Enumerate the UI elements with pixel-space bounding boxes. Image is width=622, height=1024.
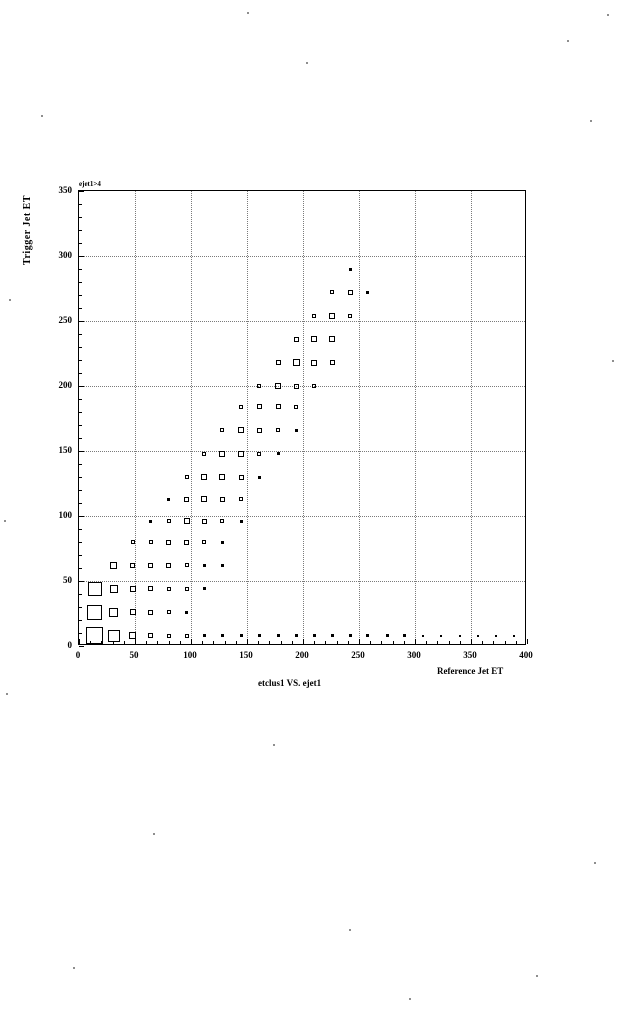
scatter-box bbox=[440, 635, 442, 637]
x-tick bbox=[191, 639, 192, 644]
x-tick bbox=[157, 641, 158, 644]
x-tick-label: 150 bbox=[239, 650, 253, 660]
y-tick bbox=[79, 607, 82, 608]
x-tick bbox=[426, 641, 427, 644]
scatter-box bbox=[257, 384, 261, 388]
x-tick bbox=[258, 641, 259, 644]
scatter-box bbox=[386, 634, 389, 637]
scatter-box bbox=[240, 520, 243, 523]
scatter-box bbox=[366, 291, 369, 294]
x-tick bbox=[505, 641, 506, 644]
scan-speck bbox=[153, 833, 155, 835]
scan-speck bbox=[273, 744, 275, 746]
y-tick-label: 200 bbox=[58, 380, 72, 390]
x-tick-label: 0 bbox=[75, 650, 81, 660]
scatter-box bbox=[166, 540, 171, 545]
scatter-box bbox=[148, 633, 153, 638]
scatter-box bbox=[201, 496, 207, 502]
scatter-box bbox=[477, 635, 479, 637]
scatter-box bbox=[130, 563, 135, 568]
scatter-box bbox=[201, 474, 207, 480]
y-tick bbox=[79, 373, 82, 374]
y-tick bbox=[79, 646, 84, 647]
scatter-box bbox=[149, 540, 153, 544]
gridline-vertical bbox=[191, 191, 193, 644]
scatter-box bbox=[185, 611, 188, 614]
scatter-box bbox=[349, 268, 352, 271]
y-tick bbox=[79, 425, 82, 426]
y-tick bbox=[79, 620, 82, 621]
scatter-box bbox=[349, 634, 352, 637]
scatter-box bbox=[294, 384, 299, 389]
x-tick-label: 400 bbox=[519, 650, 533, 660]
scatter-box bbox=[203, 564, 206, 567]
x-tick bbox=[325, 641, 326, 644]
scatter-box bbox=[131, 540, 135, 544]
x-tick bbox=[404, 641, 405, 644]
x-tick bbox=[437, 641, 438, 644]
y-tick bbox=[79, 269, 82, 270]
gridline-vertical bbox=[471, 191, 473, 644]
scatter-box bbox=[109, 608, 118, 617]
x-tick bbox=[493, 641, 494, 644]
y-tick bbox=[79, 321, 84, 322]
scatter-box bbox=[184, 518, 190, 524]
scatter-box bbox=[295, 634, 298, 637]
scatter-box bbox=[330, 360, 335, 365]
y-tick-label: 100 bbox=[58, 510, 72, 520]
scan-speck bbox=[567, 40, 569, 42]
scatter-box bbox=[167, 610, 171, 614]
y-tick bbox=[79, 256, 84, 257]
scatter-box bbox=[277, 634, 280, 637]
scatter-box bbox=[185, 587, 189, 591]
y-tick bbox=[79, 477, 82, 478]
scatter-box bbox=[219, 451, 225, 457]
scatter-box bbox=[276, 360, 281, 365]
scatter-box bbox=[295, 429, 298, 432]
y-tick bbox=[79, 282, 82, 283]
x-tick-label: 100 bbox=[183, 650, 197, 660]
x-tick bbox=[348, 641, 349, 644]
y-tick bbox=[79, 464, 82, 465]
scatter-box bbox=[294, 337, 299, 342]
scatter-box bbox=[167, 498, 170, 501]
scatter-box bbox=[257, 428, 262, 433]
y-tick bbox=[79, 347, 82, 348]
scatter-box bbox=[110, 585, 118, 593]
scatter-box bbox=[148, 563, 153, 568]
y-tick bbox=[79, 243, 82, 244]
x-tick bbox=[370, 641, 371, 644]
x-tick-label: 350 bbox=[463, 650, 477, 660]
y-tick-label: 0 bbox=[67, 640, 72, 650]
scatter-box bbox=[239, 475, 244, 480]
scan-speck bbox=[6, 693, 8, 695]
scatter-box bbox=[495, 635, 497, 637]
gridline-horizontal bbox=[79, 321, 525, 323]
scatter-box bbox=[348, 314, 352, 318]
x-tick bbox=[146, 641, 147, 644]
scan-speck bbox=[4, 520, 6, 522]
scatter-box bbox=[220, 519, 224, 523]
scatter-box bbox=[366, 634, 369, 637]
y-tick bbox=[79, 386, 84, 387]
x-tick-label: 200 bbox=[295, 650, 309, 660]
scatter-box bbox=[313, 634, 316, 637]
gridline-vertical bbox=[359, 191, 361, 644]
scan-speck bbox=[536, 975, 538, 977]
y-tick bbox=[79, 412, 82, 413]
scatter-box bbox=[331, 634, 334, 637]
scatter-box bbox=[330, 290, 334, 294]
scatter-box bbox=[130, 609, 136, 615]
scatter-box bbox=[203, 634, 206, 637]
scatter-box bbox=[238, 427, 244, 433]
y-tick bbox=[79, 555, 82, 556]
scatter-box bbox=[167, 587, 171, 591]
scatter-box bbox=[86, 627, 103, 644]
y-tick bbox=[79, 633, 82, 634]
x-tick bbox=[281, 641, 282, 644]
scan-speck bbox=[41, 115, 43, 117]
x-tick-label: 250 bbox=[351, 650, 365, 660]
y-tick bbox=[79, 568, 82, 569]
gridline-horizontal bbox=[79, 516, 525, 518]
x-tick bbox=[337, 641, 338, 644]
gridline-horizontal bbox=[79, 451, 525, 453]
scan-speck bbox=[306, 62, 308, 64]
y-tick bbox=[79, 594, 82, 595]
scatter-box bbox=[257, 452, 261, 456]
scatter-box bbox=[184, 497, 189, 502]
gridline-vertical bbox=[415, 191, 417, 644]
scatter-box bbox=[130, 586, 136, 592]
scatter-box bbox=[220, 497, 225, 502]
y-tick bbox=[79, 295, 82, 296]
scatter-box bbox=[221, 541, 224, 544]
scatter-box bbox=[219, 474, 225, 480]
scatter-box bbox=[167, 519, 171, 523]
y-tick bbox=[79, 191, 84, 192]
x-tick bbox=[381, 641, 382, 644]
scatter-box bbox=[422, 635, 424, 637]
scatter-box bbox=[221, 634, 224, 637]
y-tick bbox=[79, 581, 84, 582]
y-tick-label: 250 bbox=[58, 315, 72, 325]
y-tick-label: 150 bbox=[58, 445, 72, 455]
gridline-horizontal bbox=[79, 581, 525, 583]
x-tick bbox=[79, 639, 80, 644]
plot-tag: ejet1>4 bbox=[79, 180, 101, 188]
scatter-box bbox=[149, 520, 152, 523]
gridline-vertical bbox=[247, 191, 249, 644]
y-tick bbox=[79, 490, 82, 491]
x-tick-label: 50 bbox=[129, 650, 139, 660]
y-tick bbox=[79, 542, 82, 543]
scatter-box bbox=[329, 313, 335, 319]
x-tick bbox=[135, 639, 136, 644]
x-axis-title: Reference Jet ET bbox=[437, 666, 504, 676]
scatter-box bbox=[348, 290, 353, 295]
scatter-box bbox=[276, 404, 281, 409]
y-tick bbox=[79, 360, 82, 361]
scan-speck bbox=[349, 929, 351, 931]
scatter-box bbox=[166, 563, 171, 568]
y-tick bbox=[79, 438, 82, 439]
gridline-horizontal bbox=[79, 386, 525, 388]
x-tick bbox=[247, 639, 248, 644]
x-tick bbox=[292, 641, 293, 644]
scatter-box bbox=[294, 405, 298, 409]
scan-speck bbox=[9, 299, 11, 301]
scatter-box bbox=[238, 451, 244, 457]
scatter-box bbox=[293, 359, 300, 366]
y-tick bbox=[79, 334, 82, 335]
scan-speck bbox=[73, 967, 75, 969]
x-tick bbox=[527, 639, 528, 644]
x-tick bbox=[269, 641, 270, 644]
scatter-box bbox=[129, 632, 136, 639]
scatter-box bbox=[239, 497, 243, 501]
x-tick bbox=[482, 641, 483, 644]
y-tick-label: 300 bbox=[58, 250, 72, 260]
scatter-box bbox=[311, 360, 317, 366]
scatter-box bbox=[277, 452, 280, 455]
x-tick bbox=[124, 641, 125, 644]
scatter-box bbox=[202, 452, 206, 456]
x-tick bbox=[471, 639, 472, 644]
scatter-box bbox=[403, 634, 406, 637]
x-tick bbox=[516, 641, 517, 644]
scatter-box bbox=[329, 336, 335, 342]
scatter-box bbox=[202, 540, 206, 544]
scatter-box bbox=[203, 587, 206, 590]
scan-speck bbox=[594, 862, 596, 864]
scatter-box bbox=[87, 605, 102, 620]
scatter-box bbox=[312, 314, 316, 318]
x-tick bbox=[449, 641, 450, 644]
y-tick-label: 50 bbox=[63, 575, 72, 585]
scatter-box bbox=[257, 404, 262, 409]
scatter-box bbox=[184, 540, 189, 545]
x-tick bbox=[303, 639, 304, 644]
x-tick bbox=[236, 641, 237, 644]
x-tick bbox=[225, 641, 226, 644]
y-tick bbox=[79, 230, 82, 231]
scatter-box bbox=[513, 635, 515, 637]
x-tick bbox=[202, 641, 203, 644]
scan-speck bbox=[409, 998, 411, 1000]
y-tick bbox=[79, 308, 82, 309]
scatter-box bbox=[185, 475, 189, 479]
scatter-box bbox=[185, 563, 189, 567]
y-axis-title: Trigger Jet ET bbox=[22, 195, 33, 265]
plot-caption: etclus1 VS. ejet1 bbox=[258, 678, 322, 688]
x-tick bbox=[393, 641, 394, 644]
y-tick bbox=[79, 451, 84, 452]
x-tick bbox=[314, 641, 315, 644]
scatter-box bbox=[202, 519, 207, 524]
scatter-box bbox=[108, 630, 120, 642]
gridline-vertical bbox=[303, 191, 305, 644]
x-tick bbox=[460, 641, 461, 644]
scatter-box bbox=[311, 336, 317, 342]
scatter-box bbox=[167, 634, 171, 638]
scatter-box bbox=[258, 634, 261, 637]
plot-area bbox=[78, 190, 526, 645]
y-tick bbox=[79, 516, 84, 517]
scan-speck bbox=[612, 360, 614, 362]
scan-speck bbox=[607, 14, 609, 16]
y-tick bbox=[79, 217, 82, 218]
scatter-box bbox=[185, 634, 189, 638]
y-tick bbox=[79, 399, 82, 400]
scatter-box bbox=[312, 384, 316, 388]
scatter-box bbox=[258, 476, 261, 479]
x-tick bbox=[180, 641, 181, 644]
scatter-box bbox=[240, 634, 243, 637]
scan-speck bbox=[590, 120, 592, 122]
gridline-vertical bbox=[135, 191, 137, 644]
scatter-box bbox=[110, 562, 117, 569]
scatter-box bbox=[220, 428, 224, 432]
scatter-box bbox=[148, 586, 153, 591]
x-tick bbox=[169, 641, 170, 644]
scatter-box bbox=[148, 610, 153, 615]
y-tick bbox=[79, 204, 82, 205]
scatter-box bbox=[221, 564, 224, 567]
x-tick bbox=[359, 639, 360, 644]
scatter-box bbox=[276, 428, 280, 432]
scatter-box bbox=[239, 405, 243, 409]
y-tick bbox=[79, 529, 82, 530]
scan-speck bbox=[247, 12, 249, 14]
y-tick-label: 350 bbox=[58, 185, 72, 195]
scatter-box bbox=[459, 635, 461, 637]
scatter-box bbox=[88, 582, 102, 596]
y-tick bbox=[79, 503, 82, 504]
x-tick bbox=[213, 641, 214, 644]
scatter-box bbox=[275, 383, 281, 389]
gridline-horizontal bbox=[79, 256, 525, 258]
x-tick bbox=[415, 639, 416, 644]
x-tick-label: 300 bbox=[407, 650, 421, 660]
